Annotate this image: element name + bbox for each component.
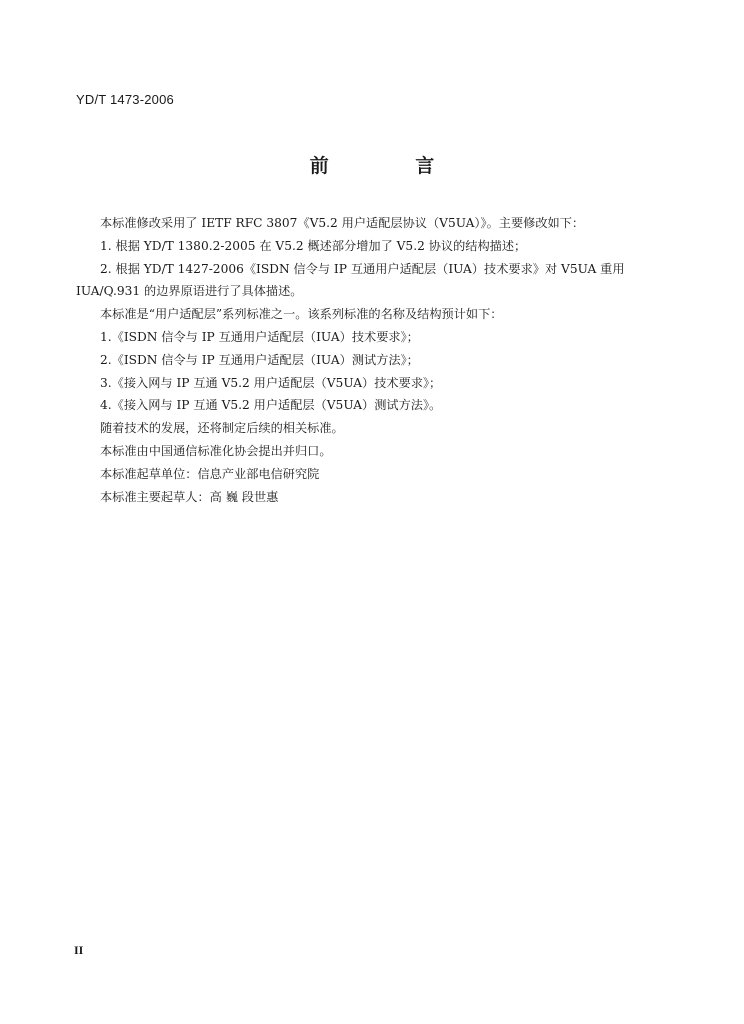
paragraph-change-1: 1. 根据 YD/T 1380.2-2005 在 V5.2 概述部分增加了 V5.2 协议的结构描述；: [100, 238, 527, 253]
paragraph-change-2: 2. 根据 YD/T 1427-2006《ISDN 信令与 IP 互通用户适配层（IUA）技术要求》对 V5UA 重用 IUA/Q.931 的边界原语进行了具体描述。: [76, 261, 625, 299]
paragraph-drafting-unit: 本标准起草单位：信息产业部电信研究院: [100, 466, 320, 481]
document-code: YD/T 1473-2006: [76, 92, 174, 107]
paragraph-proposer: 本标准由中国通信标准化协会提出并归口。: [100, 443, 332, 458]
paragraph-intro: 本标准修改采用了 IETF RFC 3807《V5.2 用户适配层协议（V5UA）》。主要修改如下：: [100, 216, 585, 230]
paragraph-series-item-3: 3.《接入网与 IP 互通 V5.2 用户适配层（V5UA）技术要求》；: [100, 375, 442, 390]
paragraph-future: 随着技术的发展，还将制定后续的相关标准。: [100, 421, 344, 436]
paragraph-series-item-2: 2.《ISDN 信令与 IP 互通用户适配层（IUA）测试方法》；: [100, 352, 419, 367]
page-title: 前 言: [309, 155, 475, 177]
paragraph-series-item-4: 4.《接入网与 IP 互通 V5.2 用户适配层（V5UA）测试方法》。: [100, 398, 442, 413]
paragraph-series-item-1: 1.《ISDN 信令与 IP 互通用户适配层（IUA）技术要求》；: [100, 329, 419, 344]
paragraph-series: 本标准是“用户适配层”系列标准之一。该系列标准的名称及结构预计如下：: [100, 307, 503, 322]
body-text: [76, 212, 666, 508]
paragraph-drafters: 本标准主要起草人：高 巍 段世惠: [100, 489, 279, 504]
page-number: II: [74, 943, 84, 957]
